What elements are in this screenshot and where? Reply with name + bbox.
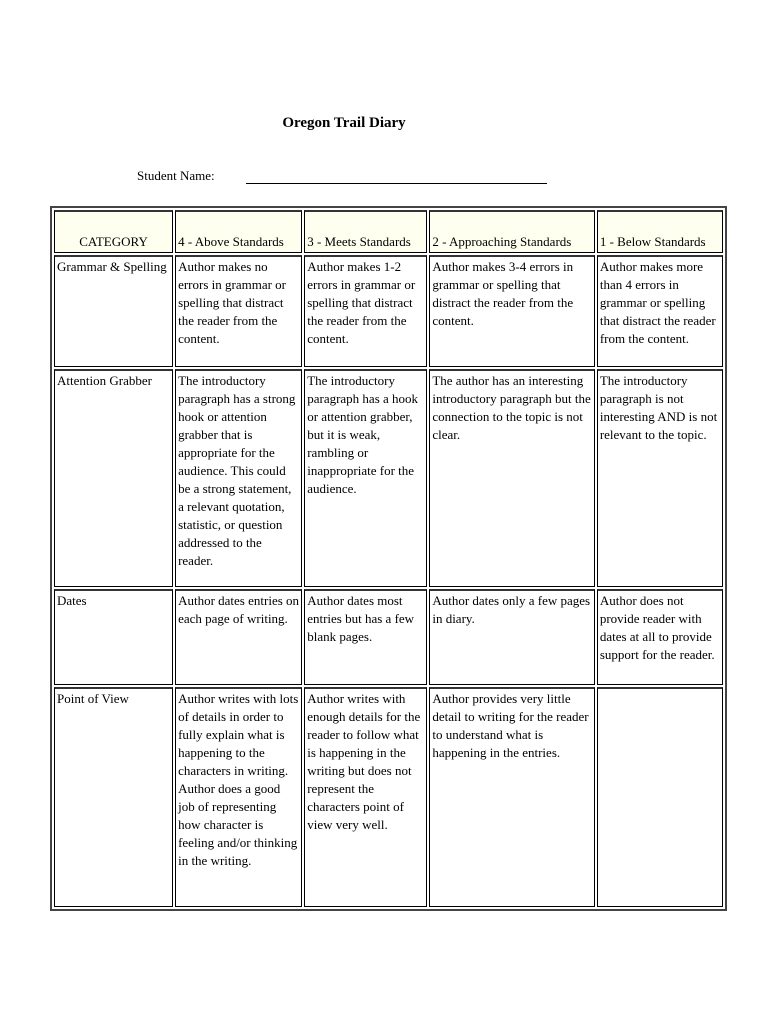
rubric-cell xyxy=(597,687,723,907)
header-level-1: 1 - Below Standards xyxy=(597,210,723,253)
header-category: CATEGORY xyxy=(54,210,173,253)
header-level-4: 4 - Above Standards xyxy=(175,210,302,253)
rubric-cell: Author writes with enough details for the reader to follow what is happening in the writing but does not represent the characters point of view very well. xyxy=(304,687,427,907)
document-title: Oregon Trail Diary xyxy=(282,115,406,131)
row-category: Point of View xyxy=(54,687,173,907)
table-row xyxy=(54,369,723,587)
rubric-cell: Author dates entries on each page of writing. xyxy=(175,589,302,685)
row-category: Grammar & Spelling xyxy=(54,255,173,367)
rubric-cell: Author dates only a few pages in diary. xyxy=(429,589,595,685)
rubric-cell: The author has an interesting introductory paragraph but the connection to the topic is not clear. xyxy=(429,369,595,587)
student-name-label: Student Name: xyxy=(137,168,215,183)
header-level-3: 3 - Meets Standards xyxy=(304,210,427,253)
header-level-2: 2 - Approaching Standards xyxy=(429,210,595,253)
rubric-cell: Author makes no errors in grammar or spelling that distract the reader from the content. xyxy=(175,255,302,367)
rubric-cell: Author makes more than 4 errors in grammar or spelling that distract the reader from the content. xyxy=(597,255,723,367)
rubric-table xyxy=(50,206,727,911)
table-row xyxy=(54,589,723,685)
student-name-line xyxy=(246,183,547,184)
header-row xyxy=(54,210,723,253)
rubric-cell: The introductory paragraph has a strong hook or attention grabber that is appropriate for the audience. This could be a strong statement, a relevant quotation, statistic, or question addressed to the reader. xyxy=(175,369,302,587)
rubric-cell: The introductory paragraph is not interesting AND is not relevant to the topic. xyxy=(597,369,723,587)
row-category: Dates xyxy=(54,589,173,685)
row-category: Attention Grabber xyxy=(54,369,173,587)
rubric-cell: Author dates most entries but has a few blank pages. xyxy=(304,589,427,685)
rubric-cell: Author makes 1-2 errors in grammar or spelling that distract the reader from the content. xyxy=(304,255,427,367)
table-row xyxy=(54,255,723,367)
table-row xyxy=(54,687,723,907)
rubric-cell: Author writes with lots of details in order to fully explain what is happening to the characters in writing. Author does a good job of representing how character is feeling and/or thinking in the writing. xyxy=(175,687,302,907)
rubric-cell: Author provides very little detail to writing for the reader to understand what is happening in the entries. xyxy=(429,687,595,907)
rubric-cell: The introductory paragraph has a hook or attention grabber, but it is weak, rambling or inappropriate for the audience. xyxy=(304,369,427,587)
rubric-cell: Author makes 3-4 errors in grammar or spelling that distract the reader from the content. xyxy=(429,255,595,367)
rubric-cell: Author does not provide reader with dates at all to provide support for the reader. xyxy=(597,589,723,685)
